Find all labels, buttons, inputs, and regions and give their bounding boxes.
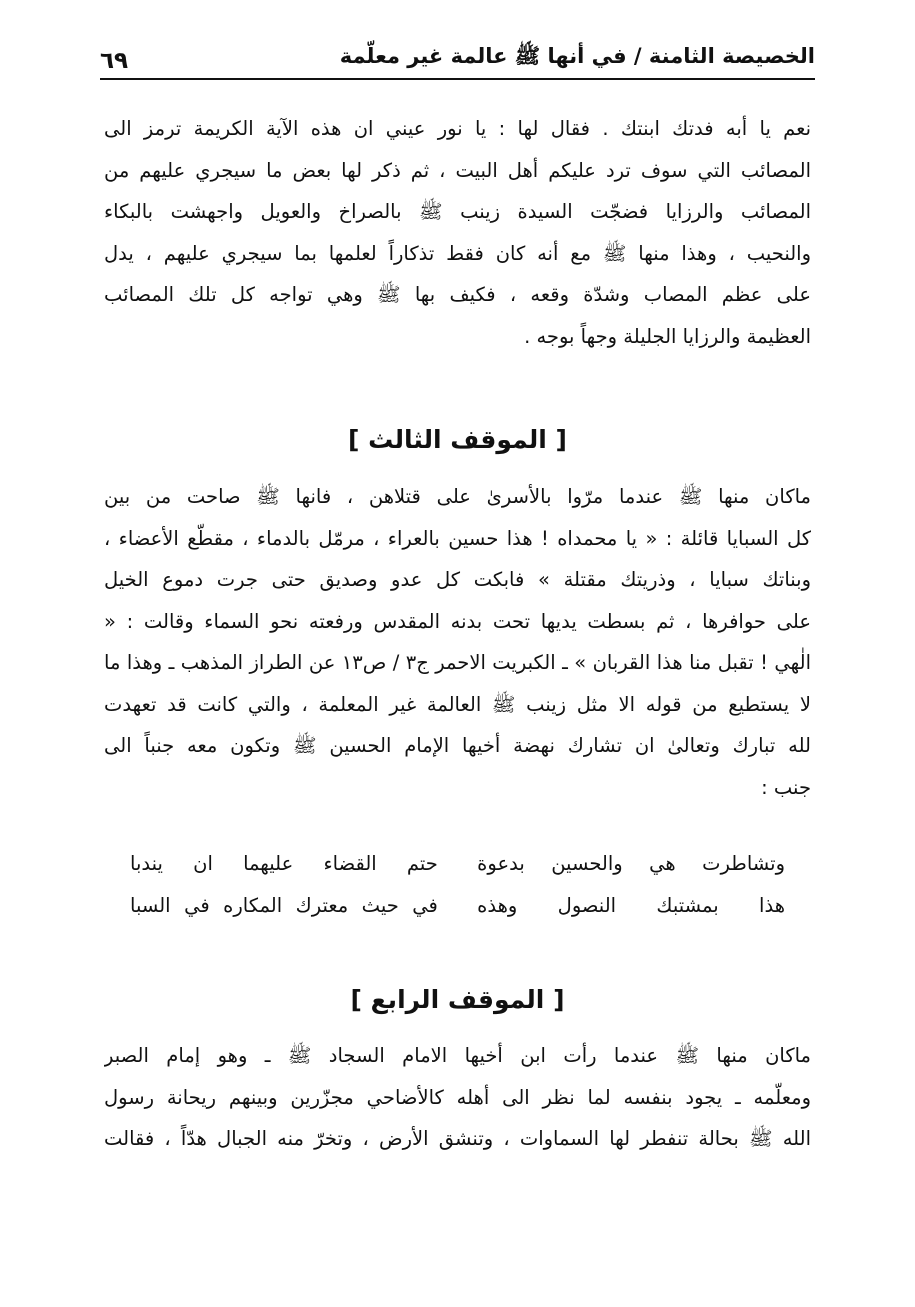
text-line: المصائب والرزايا فضجّت السيدة زينب ﷺ بالصراخ والعويل واجهشت بالبكاء xyxy=(104,200,811,223)
section-heading-third: [ الموقف الثالث ] xyxy=(348,425,567,454)
text-line: ماكان منها ﷺ عندما رأت ابن أخيها الامام السجاد ﷺ ـ وهو إمام الصبر xyxy=(104,1044,811,1067)
poem-verses xyxy=(130,843,785,927)
text-line: جنب : xyxy=(761,775,811,799)
text-line: الله ﷺ بحالة تنفطر لها السماوات ، وتنشق الأرض ، وتخرّ منه الجبال هدّاً ، فقالت xyxy=(104,1127,811,1150)
running-header xyxy=(100,38,815,80)
paragraph-1 xyxy=(104,108,811,357)
text-line: المصائب التي سوف ترد عليكم أهل البيت ، ثم ذكر لها بعض ما سيجري عليهم من xyxy=(104,158,811,182)
text-line: على عظم المصاب وشدّة وقعه ، فكيف بها ﷺ وهي تواجه كل تلك المصائب xyxy=(104,283,811,306)
paragraph-third-stance xyxy=(104,476,811,808)
text-line: والنحيب ، وهذا منها ﷺ مع أنه كان فقط تذكاراً لعلمها بما سيجري عليهم ، يدل xyxy=(104,241,811,265)
text-line: وبناتك سبايا ، وذريتك مقتلة » فابكت كل عدو وصديق حتى جرت دموع الخيل xyxy=(104,568,811,591)
text-line: ماكان منها ﷺ عندما مرّوا بالأسرىٰ على قتلاهن ، فانها ﷺ صاحت من بين xyxy=(104,485,811,508)
text-line: الٰهي ! تقبل منا هذا القربان » ـ الكبريت الاحمر ج٣ / ص١٣ عن الطراز المذهب ـ وهذا ما xyxy=(104,651,811,674)
verse-second-hemistich: حتم القضاء عليهما ان يندبا xyxy=(130,852,438,875)
verse-second-hemistich: في حيث معترك المكاره في السبا xyxy=(130,894,438,917)
text-line: لله تبارك وتعالىٰ ان تشارك نهضة أخيها الإمام الحسين ﷺ وتكون معه جنباً الى xyxy=(104,734,811,757)
poem-verse xyxy=(130,885,785,927)
text-line: العظيمة والرزايا الجليلة وجهاً بوجه . xyxy=(524,324,811,348)
verse-first-hemistich: هذا بمشتبك النصول وهذه xyxy=(477,894,785,917)
section-heading-fourth: [ الموقف الرابع ] xyxy=(350,985,565,1014)
poem-verse xyxy=(130,843,785,885)
text-line: نعم يا أبه فدتك ابنتك . فقال لها : يا نور عيني ان هذه الآية الكريمة ترمز الى xyxy=(104,117,811,140)
text-line: كل السبايا قائلة : « يا محمداه ! هذا حسين بالعراء ، مرمّل بالدماء ، مقطّع الأعضاء ، xyxy=(104,526,811,550)
text-line: على حوافرها ، ثم بسطت يديها تحت بدنه المقدس ورفعته نحو السماء وقالت : « xyxy=(104,609,811,633)
page-number: ٦٩ xyxy=(100,48,129,74)
header-title: الخصيصة الثامنة / في أنها ﷺ عالمة غير معلّمة xyxy=(339,44,815,68)
text-line: ومعلّمه ـ يجود بنفسه لما نظر الى أهله كالأضاحي مجزّرين وبينهم ريحانة رسول xyxy=(104,1085,811,1109)
verse-first-hemistich: وتشاطرت هي والحسين بدعوة xyxy=(477,852,785,875)
text-line: لا يستطيع من قوله الا مثل زينب ﷺ العالمة غير المعلمة ، والتي كانت قد تعهدت xyxy=(104,692,811,716)
paragraph-fourth-stance xyxy=(104,1035,811,1160)
